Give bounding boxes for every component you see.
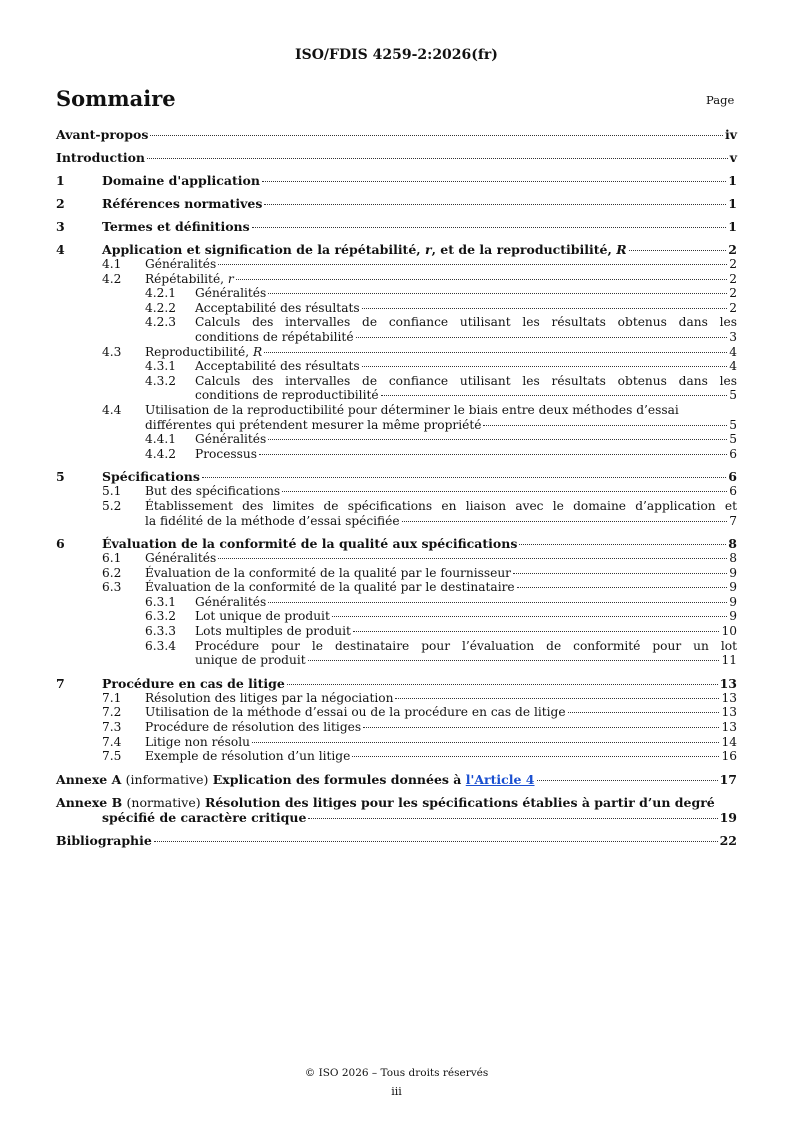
toc-entry-6-3-3[interactable]: 6.3.3 Lots multiples de produit 10 — [145, 624, 737, 639]
toc-entry-4-4[interactable]: 4.4 Utilisation de la reproductibilité pour déterminer le biais entre deux méthodes d’essai différentes qui prétendent mesurer la même propriété 5 — [102, 402, 737, 432]
toc-entry-4-3-1[interactable]: 4.3.1 Acceptabilité des résultats 4 — [145, 359, 737, 374]
toc-entry-5-2[interactable]: 5.2 Établissement des limites de spécifications en liaison avec le domaine d’application et la fidélité de la méthode d’essai spécifiée 7 — [102, 498, 737, 528]
copyright-notice: © ISO 2026 – Tous droits réservés — [304, 1067, 489, 1079]
toc-entry-7-1[interactable]: 7.1 Résolution des litiges par la négociation 13 — [102, 690, 737, 705]
toc-entry-6-2[interactable]: 6.2 Évaluation de la conformité de la qualité par le fournisseur 9 — [102, 565, 737, 580]
toc-entry-4-3-2[interactable]: 4.3.2 Calculs des intervalles de confiance utilisant les résultats obtenus dans les conditions de reproductibilité 5 — [145, 373, 737, 403]
toc-entry-4-2-1[interactable]: 4.2.1 Généralités 2 — [145, 286, 737, 301]
toc-entry-3[interactable]: 3 Termes et définitions 1 — [56, 219, 737, 234]
page-footer — [0, 1067, 793, 1098]
toc-entry-6-3[interactable]: 6.3 Évaluation de la conformité de la qualité par le destinataire 9 — [102, 580, 737, 595]
toc-entry-6-1[interactable]: 6.1 Généralités 8 — [102, 551, 737, 566]
toc-entry-4-4-1[interactable]: 4.4.1 Généralités 5 — [145, 432, 737, 447]
toc-entry-4[interactable]: 4 Application et signification de la répétabilité, r, et de la reproductibilité, R 2 — [56, 242, 737, 257]
toc-entry-7-2[interactable]: 7.2 Utilisation de la méthode d’essai ou de la procédure en cas de litige 13 — [102, 705, 737, 720]
toc-entry-bibliographie[interactable]: Bibliographie 22 — [56, 832, 737, 848]
article-4-link[interactable]: l'Article 4 — [465, 771, 535, 787]
toc-entry-4-3[interactable]: 4.3 Reproductibilité, R 4 — [102, 344, 737, 359]
toc-entry-2[interactable]: 2 Références normatives 1 — [56, 196, 737, 211]
toc-entry-4-2-2[interactable]: 4.2.2 Acceptabilité des résultats 2 — [145, 300, 737, 315]
toc-entry-4-4-2[interactable]: 4.4.2 Processus 6 — [145, 446, 737, 461]
toc-entry-6-3-1[interactable]: 6.3.1 Généralités 9 — [145, 594, 737, 609]
toc-entry-4-2[interactable]: 4.2 Répétabilité, r 2 — [102, 271, 737, 286]
page-number: iii — [391, 1085, 402, 1098]
toc-entry-7-5[interactable]: 7.5 Exemple de résolution d’un litige 16 — [102, 749, 737, 764]
toc-entry-annexe-b[interactable]: Annexe B (normative) Résolution des litiges pour les spécifications établies à partir d’un degré spécifié de caractère critique 19 — [56, 794, 737, 825]
page-column-label: Page — [706, 93, 735, 107]
document-header: ISO/FDIS 4259-2:2026(fr) — [295, 47, 498, 63]
toc-entry-4-2-3[interactable]: 4.2.3 Calculs des intervalles de confiance utilisant les résultats obtenus dans les conditions de répétabilité 3 — [145, 315, 737, 344]
toc-entry-6-3-4[interactable]: 6.3.4 Procédure pour le destinataire pour l’évaluation de conformité pour un lot unique de produit 11 — [145, 638, 737, 668]
toc-entry-avant-propos[interactable]: Avant-propos iv — [56, 127, 737, 142]
toc-entry-annexe-a[interactable]: Annexe A (informative) Explication des formules données à l'Article 4 17 — [56, 771, 737, 787]
toc-entry-7-3[interactable]: 7.3 Procédure de résolution des litiges 13 — [102, 720, 737, 735]
toc-entry-introduction[interactable]: Introduction v — [56, 150, 737, 165]
toc-entry-6[interactable]: 6 Évaluation de la conformité de la qualité aux spécifications 8 — [56, 536, 737, 552]
toc-entry-5-1[interactable]: 5.1 But des spécifications 6 — [102, 484, 737, 499]
toc-entry-1[interactable]: 1 Domaine d'application 1 — [56, 173, 737, 188]
page-title: Sommaire — [56, 86, 176, 111]
table-of-contents — [56, 127, 737, 848]
toc-entry-4-1[interactable]: 4.1 Généralités 2 — [102, 257, 737, 271]
toc-entry-7-4[interactable]: 7.4 Litige non résolu 14 — [102, 734, 737, 749]
toc-entry-7[interactable]: 7 Procédure en cas de litige 13 — [56, 675, 737, 691]
toc-entry-6-3-2[interactable]: 6.3.2 Lot unique de produit 9 — [145, 609, 737, 624]
toc-entry-5[interactable]: 5 Spécifications 6 — [56, 469, 737, 485]
